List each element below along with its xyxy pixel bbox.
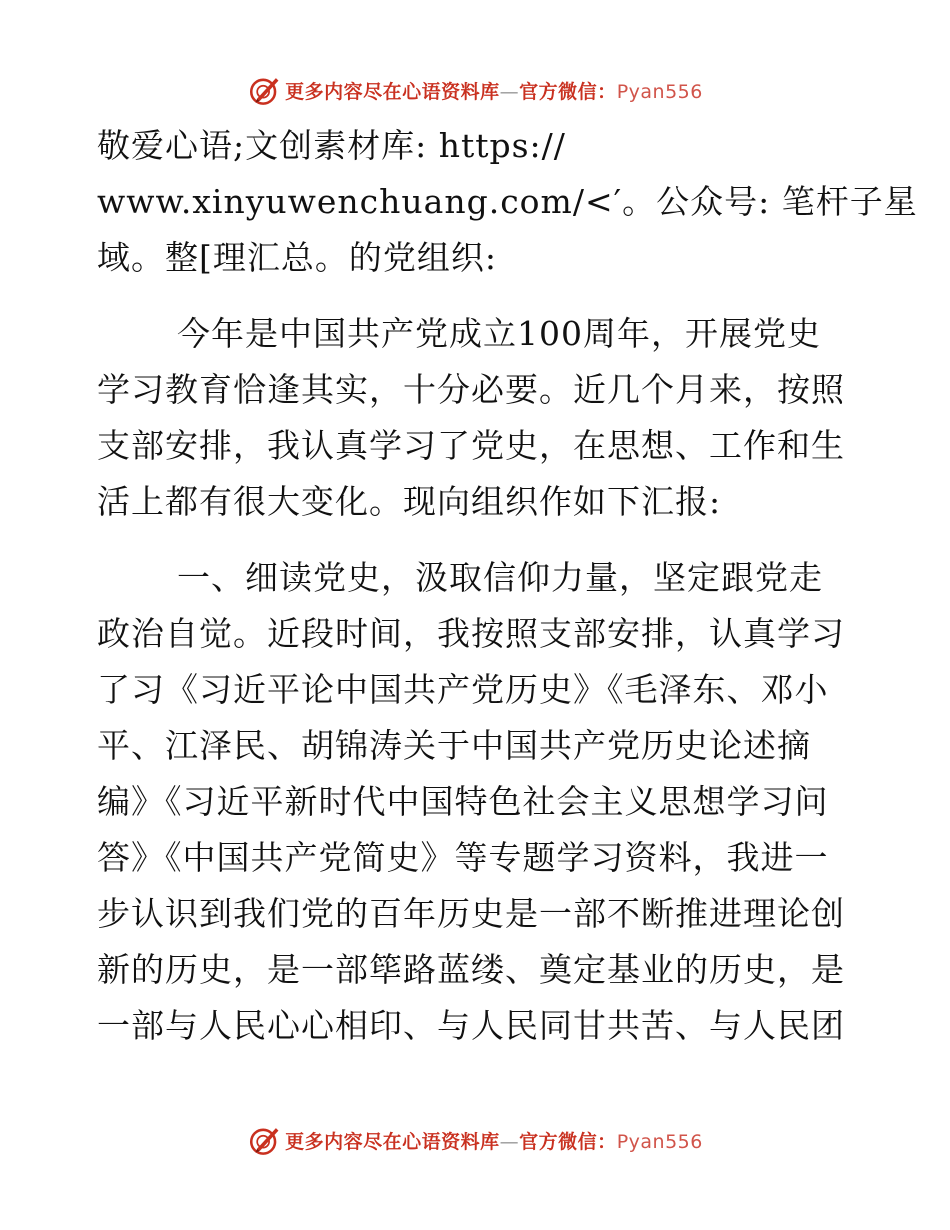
text-line: 活上都有很大变化。现向组织作如下汇报: <box>97 482 722 521</box>
header-contact: 官方微信： <box>519 80 617 103</box>
text-line: 政治自觉。近段时间，我按照支部安排，认真学习 <box>97 614 845 653</box>
text-line: 答》《中国共产党简史》等专题学习资料，我进一 <box>97 838 829 877</box>
text-line: 学习教育恰逢其实，十分必要。近几个月来，按照 <box>97 370 845 409</box>
footer-brand: 更多内容尽在心语资料库 <box>285 1130 500 1153</box>
text-line: 新的历史，是一部筚路蓝缕、奠定基业的历史，是 <box>97 950 845 989</box>
paragraph-2 <box>97 550 857 1054</box>
footer-banner-text <box>285 1127 703 1154</box>
header-banner-text <box>285 77 703 104</box>
text-line: 编》《习近平新时代中国特色社会主义思想学习问 <box>97 782 829 821</box>
text-line: www.xinyuwenchuang.com/<′。公众号: 笔杆子星 <box>97 182 918 221</box>
pen-logo-icon <box>247 73 281 107</box>
footer-banner <box>0 1120 950 1160</box>
footer-contact: 官方微信： <box>519 1130 617 1153</box>
text-line: 步认识到我们党的百年历史是一部不断推进理论创 <box>97 894 845 933</box>
paragraph-1 <box>97 306 857 530</box>
text-line: 了习《习近平论中国共产党历史》《毛泽东、邓小 <box>97 670 829 709</box>
opening-paragraph <box>97 118 918 286</box>
footer-separator: — <box>499 1130 520 1153</box>
footer-contact-id: Pyan556 <box>616 1130 703 1153</box>
header-contact-id: Pyan556 <box>616 80 703 103</box>
header-separator: — <box>499 80 520 103</box>
text-line: 一部与人民心心相印、与人民同甘共苦、与人民团 <box>97 1006 845 1045</box>
header-brand: 更多内容尽在心语资料库 <box>285 80 500 103</box>
text-line: 今年是中国共产党成立100周年，开展党史 <box>177 314 821 353</box>
text-line: 支部安排，我认真学习了党史，在思想、工作和生 <box>97 426 845 465</box>
text-line: 一、细读党史，汲取信仰力量，坚定跟党走 <box>177 558 823 597</box>
text-line: 域。整[理汇总。的党组织: <box>97 238 497 277</box>
text-line: 敬爱心语;文创素材库: https:// <box>97 126 566 165</box>
document-body <box>97 118 918 1054</box>
header-banner <box>0 70 950 110</box>
pen-logo-icon <box>247 1123 281 1157</box>
text-line: 平、江泽民、胡锦涛关于中国共产党历史论述摘 <box>97 726 811 765</box>
